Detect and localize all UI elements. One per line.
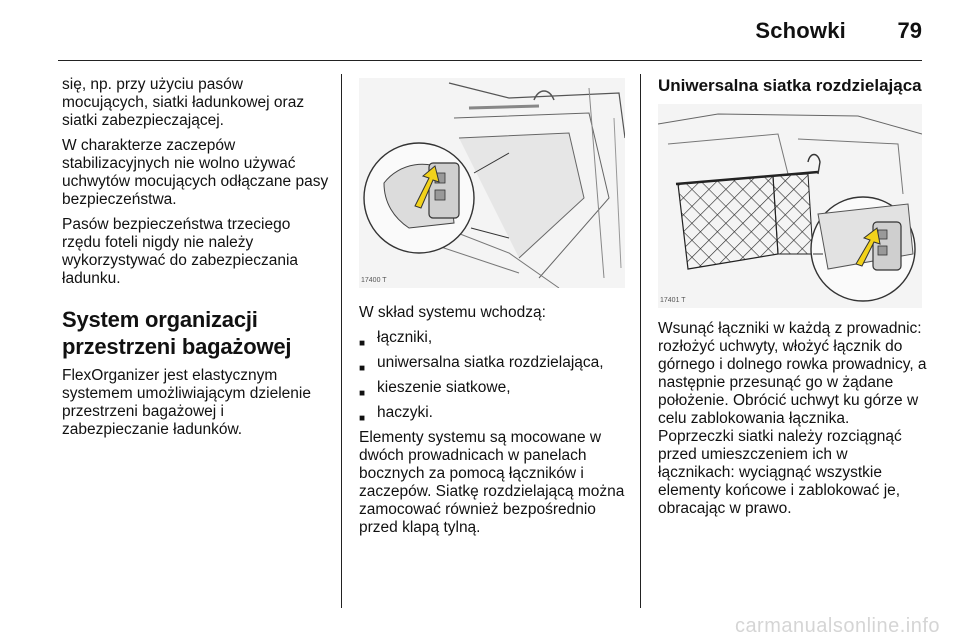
- figure-cargo-rail: [359, 78, 625, 288]
- page-title: Schowki: [755, 18, 846, 43]
- figure-code: 17401 T: [660, 297, 686, 304]
- bullet-icon: [359, 358, 369, 368]
- paragraph-3: Pasów bezpieczeństwa trzeciego rzędu foteli nigdy nie należy wykorzystywać do zabezpieczania ładunku.: [62, 216, 299, 287]
- watermark: carmanualsonline.info: [734, 615, 940, 637]
- section-heading: System organizacji przestrzeni bagażowej: [62, 307, 292, 359]
- list-lead: W skład systemu wchodzą:: [359, 304, 546, 321]
- component-list: [359, 329, 625, 422]
- figure-code: 17400 T: [361, 277, 387, 284]
- separation-net-illustration: [658, 104, 922, 308]
- list-item: ■ kieszenie siatkowe,: [359, 379, 625, 397]
- header-rule: [58, 60, 922, 61]
- column-left: [62, 76, 332, 446]
- column-divider-1: [341, 74, 342, 608]
- figure-separation-net: [658, 104, 922, 308]
- paragraph-1: się, np. przy użyciu pasów mocujących, siatki ładunkowej oraz siatki zabezpieczającej.: [62, 76, 305, 129]
- bullet-icon: [359, 408, 369, 418]
- page-header: [0, 0, 960, 62]
- paragraph-mounting: Elementy systemu są mocowane w dwóch prowadnicach w panelach bocznych za pomocą łączników i zaczepów. Siatkę rozdzielającą można zamocować również bezpośrednio przed klapą tylną.: [359, 429, 625, 536]
- paragraph-instructions: Wsunąć łączniki w każdą z prowadnic: rozłożyć uchwyty, włożyć łącznik do górnego i dolnego rowka prowadnicy, a następnie przesunąć go w żądane położenie. Obrócić uchwyt ku górze w celu zablokowania łącznika. Poprzeczki siatki należy rozciągnąć przed umieszczeniem ich w łącznikach: wyciągnąć wszystkie elementy końcowe i zablokować je, obracając w prawo.: [658, 320, 927, 517]
- page-number: 79: [897, 18, 922, 43]
- subsection-heading: Uniwersalna siatka rozdzielająca: [658, 76, 922, 95]
- bullet-icon: [359, 333, 369, 343]
- column-middle: [359, 78, 625, 544]
- list-item: ■ haczyki.: [359, 404, 625, 422]
- cargo-rail-illustration: [359, 78, 625, 288]
- column-right: [658, 76, 928, 525]
- paragraph-2: W charakterze zaczepów stabilizacyjnych nie wolno używać uchwytów mocujących odłączane pasy bezpieczeństwa.: [62, 137, 329, 208]
- column-divider-2: [640, 74, 641, 608]
- list-item: ■ uniwersalna siatka rozdzielająca,: [359, 354, 625, 372]
- list-item: ■ łączniki,: [359, 329, 625, 347]
- section-intro: FlexOrganizer jest elastycznym systemem umożliwiającym dzielenie przestrzeni bagażowej i zabezpieczanie ładunków.: [62, 367, 311, 438]
- bullet-icon: [359, 383, 369, 393]
